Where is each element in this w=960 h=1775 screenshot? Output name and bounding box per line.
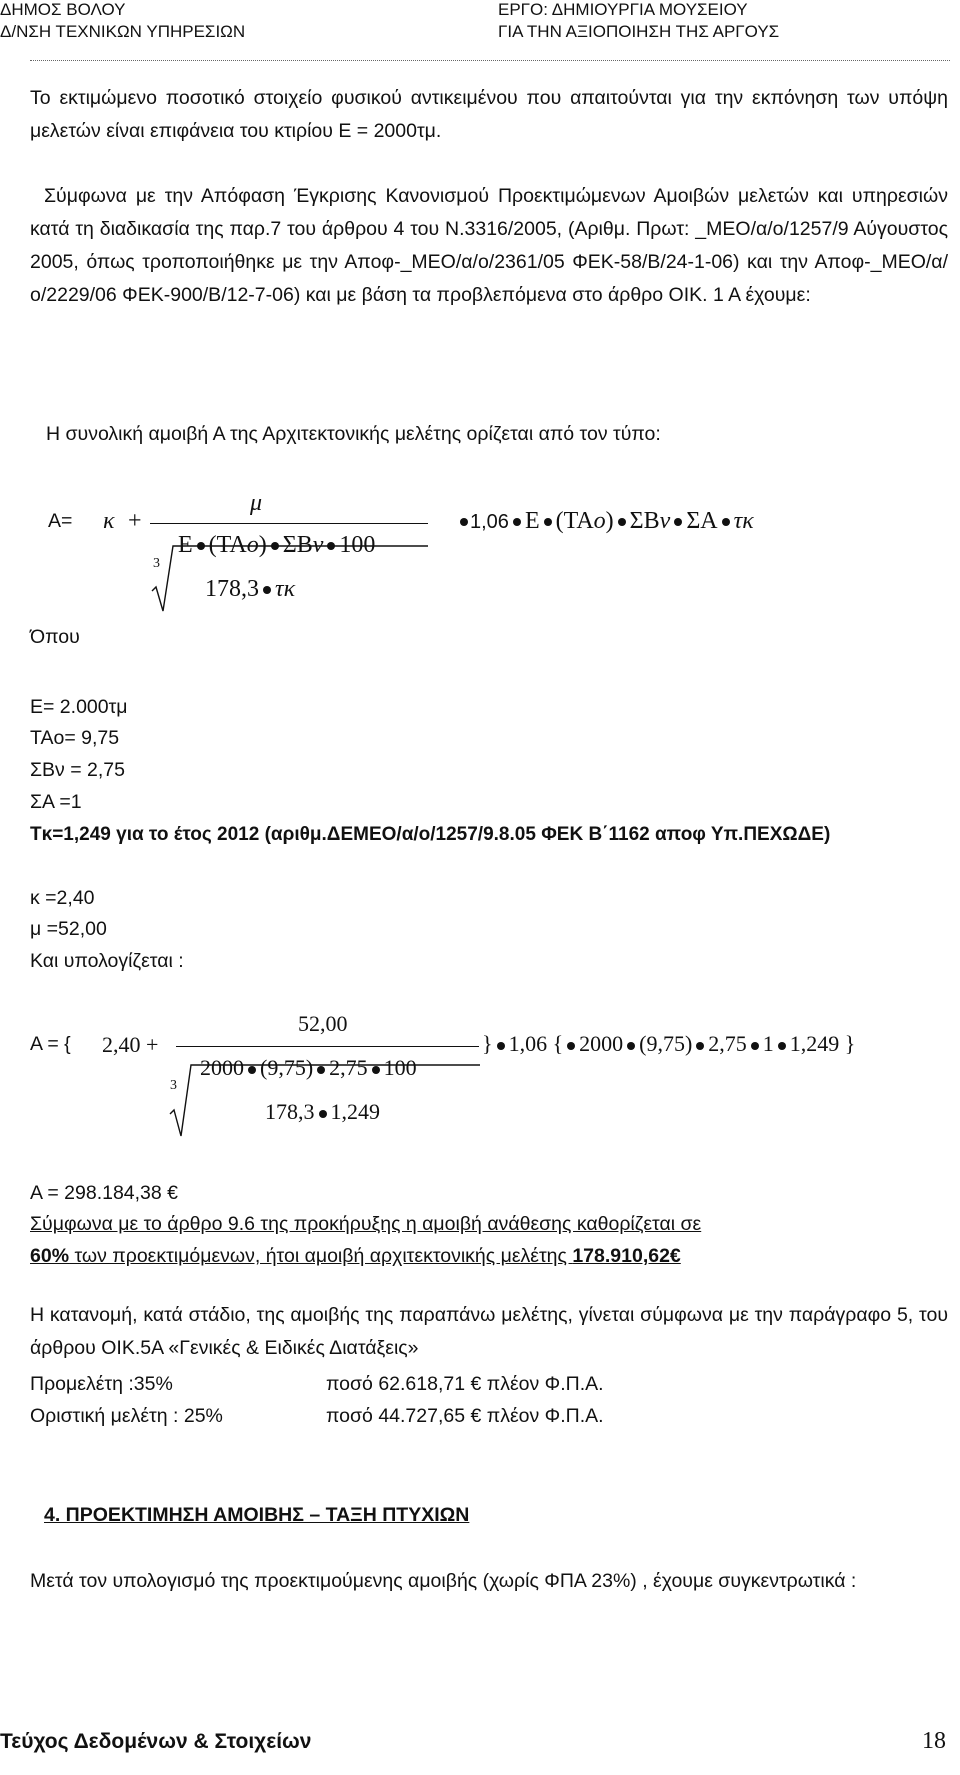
- result-A: Α = 298.184,38 €: [30, 1182, 179, 1204]
- result-line2: 60% των προεκτιμόμενων, ήτοι αμοιβή αρχιτεκτονικής μελέτης 178.910,62€: [30, 1245, 681, 1267]
- section-4-text: Μετά τον υπολογισμό της προεκτιμούμενης αμοιβής (χωρίς ΦΠΑ 23%) , έχουμε συγκεντρωτικά :: [30, 1570, 857, 1592]
- value-E: Ε= 2.000τμ: [30, 696, 128, 718]
- footer-title: Τεύχος Δεδομένων & Στοιχείων: [0, 1730, 312, 1753]
- header-divider: [30, 60, 950, 61]
- footer-page-number: 18: [922, 1728, 946, 1754]
- header-left-line2: Δ/ΝΣΗ ΤΕΧΝΙΚΩΝ ΥΠΗΡΕΣΙΩΝ: [0, 22, 246, 41]
- value-SBn: ΣΒν = 2,75: [30, 759, 125, 781]
- header-right-line2: ΓΙΑ ΤΗΝ ΑΞΙΟΠΟΙΗΣΗ ΤΗΣ ΑΡΓΟΥΣ: [498, 22, 780, 41]
- formula2-lhs: Α = {: [30, 1033, 71, 1055]
- formula1-fraction-bar: [150, 523, 428, 524]
- value-TAo: ΤΑο= 9,75: [30, 727, 120, 749]
- formula2-den-line1: 2000 (9,75) 2,75 100: [200, 1055, 417, 1080]
- where-label: Όπου: [30, 626, 80, 648]
- formula2-k: 2,40 +: [102, 1032, 159, 1057]
- calc-label: Και υπολογίζεται :: [30, 950, 184, 972]
- intro-paragraph-2: Σύμφωνα με την Απόφαση Έγκρισης Κανονισμού Προεκτιμώμενων Αμοιβών μελετών και υπηρεσιών κατά τη διαδικασία της παρ.7 του άρθρου 4 του Ν.3316/2005, (Αριθμ. Πρωτ: _ΜΕΟ/α/ο/1257/9 Αύγουστος 2005, όπως τροποποιήθηκε με την Αποφ-_ΜΕΟ/α/ο/2361/05 ΦΕΚ-58/Β/24-1-06) και την Αποφ-_ΜΕΟ/α/ο/2229/06 ΦΕΚ-900/Β/12-7-06) και με βάση τα προβλεπόμενα στο άρθρο ΟΙΚ. 1 Α έχουμε:: [30, 185, 948, 306]
- formula1-plus: +: [128, 508, 142, 534]
- value-mu: μ =52,00: [30, 918, 107, 940]
- formula2-fraction-bar: [176, 1046, 479, 1047]
- result-line1: Σύμφωνα με το άρθρο 9.6 της προκήρυξης η αμοιβή ανάθεσης καθορίζεται σε: [30, 1213, 702, 1235]
- header-right-line1: ΕΡΓΟ: ΔΗΜΙΟΥΡΓΙΑ ΜΟΥΣΕΙΟΥ: [498, 0, 748, 19]
- formula1-root-index: 3: [153, 556, 160, 571]
- formula1-den-line2: 178,3 τκ: [205, 576, 296, 602]
- intro-paragraph-1: Το εκτιμώμενο ποσοτικό στοιχείο φυσικού αντικειμένου που απαιτούνται για την εκπόνηση των υπόψη μελετών είναι επιφάνεια του κτιρίου Ε = 2000τμ.: [30, 87, 948, 142]
- formula1-lhs: Α=: [48, 510, 73, 532]
- intro-paragraph-3: Η συνολική αμοιβή Α της Αρχιτεκτονικής μελέτης ορίζεται από τον τύπο:: [46, 423, 661, 445]
- formula2-den-line2: 178,3 1,249: [265, 1099, 380, 1124]
- formula1-rhs: 1,06 Ε (ΤΑο) ΣΒν ΣΑ τκ: [456, 508, 754, 535]
- header-left-line1: ΔΗΜΟΣ ΒΟΛΟΥ: [0, 0, 126, 19]
- formula2-rhs: } 1,06 { 2000 (9,75) 2,75 1 1,249 }: [482, 1031, 856, 1056]
- formula2-num: 52,00: [298, 1011, 348, 1036]
- stage-row-2-amount: ποσό 44.727,65 € πλέον Φ.Π.Α.: [326, 1405, 604, 1427]
- value-kappa: κ =2,40: [30, 887, 95, 909]
- section-4-title: 4. ΠΡΟΕΚΤΙΜΗΣΗ ΑΜΟΙΒΗΣ – ΤΑΞΗ ΠΤΥΧΙΩΝ: [44, 1504, 470, 1526]
- value-SA: ΣΑ =1: [30, 791, 82, 813]
- distribution-text: Η κατανομή, κατά στάδιο, της αμοιβής της παραπάνω μελέτης, γίνεται σύμφωνα με την παράγραφο 5, του άρθρου ΟΙΚ.5Α «Γενικές & Ειδικές Διατάξεις»: [30, 1304, 948, 1359]
- stage-row-1-label: Προμελέτη :35%: [30, 1373, 173, 1395]
- formula1-kappa: κ: [103, 508, 115, 534]
- formula1-mu: μ: [250, 490, 263, 516]
- stage-row-2-label: Οριστική μελέτη : 25%: [30, 1405, 223, 1427]
- formula2-root-index: 3: [170, 1078, 177, 1093]
- formula1-den-line1: Ε (ΤΑο) ΣΒν 100: [178, 532, 376, 558]
- stage-row-1-amount: ποσό 62.618,71 € πλέον Φ.Π.Α.: [326, 1373, 604, 1395]
- value-tk: Τκ=1,249 για το έτος 2012 (αριθμ.ΔΕΜΕΟ/α/ο/1257/9.8.05 ΦΕΚ Β΄1162 αποφ Υπ.ΠΕΧΩΔΕ): [30, 824, 831, 845]
